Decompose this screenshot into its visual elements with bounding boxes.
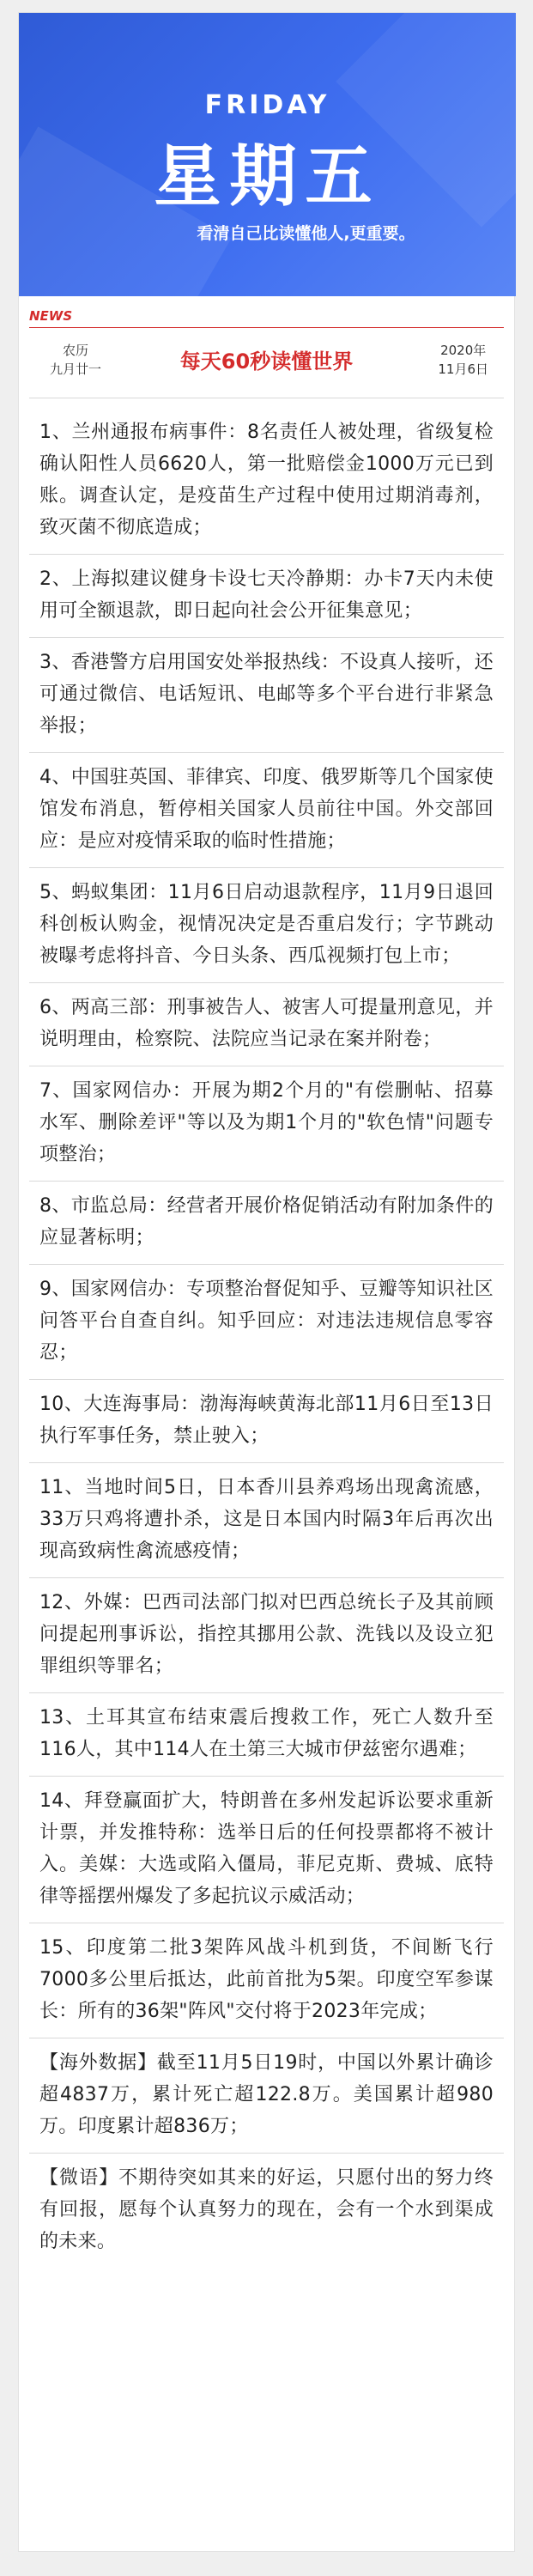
page-title: 每天60秒读懂世界	[179, 349, 354, 374]
date-day: 11月6日	[438, 361, 488, 377]
weekday-english: FRIDAY	[204, 90, 330, 120]
article-page	[18, 12, 515, 2552]
date-year: 2020年	[440, 343, 487, 358]
news-item: 14、拜登赢面扩大，特朗普在多州发起诉讼要求重新计票，并发推特称：选举日后的任何投票都将不被计入。美媒：大选或陷入僵局，菲尼克斯、费城、底特律等摇摆州爆发了多起抗议示威活动；	[29, 1777, 504, 1923]
news-item: 15、印度第二批3架阵风战斗机到货，不间断飞行7000多公里后抵达，此前首批为5架。印度空军参谋长：所有的36架"阵风"交付将于2023年完成；	[29, 1923, 504, 2038]
quote-item: 【微语】不期待突如其来的好运，只愿付出的努力终有回报，愿每个认真努力的现在，会有一个水到渠成的未来。	[39, 2167, 494, 2252]
news-item: 5、蚂蚁集团：11月6日启动退款程序，11月9日退回科创板认购金，视情况决定是否重启发行；字节跳动被曝考虑将抖音、今日头条、西瓜视频打包上市；	[29, 868, 504, 983]
news-item: 4、中国驻英国、菲律宾、印度、俄罗斯等几个国家使馆发布消息，暂停相关国家人员前往中国。外交部回应：是应对疫情采取的临时性措施；	[29, 753, 504, 868]
news-divider	[29, 327, 504, 328]
news-item: 13、土耳其宣布结束震后搜救工作，死亡人数升至116人，其中114人在土第三大城市伊兹密尔遇难；	[29, 1693, 504, 1777]
news-list	[29, 408, 504, 2268]
news-item: 2、上海拟建议健身卡设七天冷静期：办卡7天内未使用可全额退款，即日起向社会公开征集意见；	[29, 555, 504, 638]
news-item: 11、当地时间5日，日本香川县养鸡场出现禽流感，33万只鸡将遭扑杀，这是日本国内时隔3年后再次出现高致病性禽流感疫情；	[29, 1463, 504, 1578]
news-tag: NEWS	[29, 308, 73, 324]
overseas-data-item: 【海外数据】截至11月5日19时，中国以外累计确诊超4837万，累计死亡超122.8万。美国累计超980万。印度累计超836万；	[29, 2038, 504, 2154]
header-banner	[19, 13, 516, 296]
news-item: 12、外媒：巴西司法部门拟对巴西总统长子及其前顾问提起刑事诉讼，指控其挪用公款、洗钱以及设立犯罪组织等罪名；	[29, 1578, 504, 1693]
news-item: 9、国家网信办：专项整治督促知乎、豆瓣等知识社区问答平台自查自纠。知乎回应：对违法违规信息零容忍；	[29, 1265, 504, 1380]
gregorian-date	[438, 341, 488, 379]
news-item: 6、两高三部：刑事被告人、被害人可提量刑意见，并说明理由，检察院、法院应当记录在案并附卷；	[29, 983, 504, 1066]
news-item: 10、大连海事局：渤海海峡黄海北部11月6日至13日执行军事任务，禁止驶入；	[29, 1380, 504, 1463]
lunar-label: 农历	[63, 343, 89, 358]
lunar-value: 九月廿一	[50, 361, 102, 377]
news-item: 1、兰州通报布病事件：8名责任人被处理，省级复检确认阳性人员6620人，第一批赔偿金1000万元已到账。调查认定，是疫苗生产过程中使用过期消毒剂，致灭菌不彻底造成；	[29, 408, 504, 555]
news-item: 7、国家网信办：开展为期2个月的"有偿删帖、招募水军、删除差评"等以及为期1个月的"软色情"问题专项整治；	[29, 1066, 504, 1182]
news-item: 8、市监总局：经营者开展价格促销活动有附加条件的应显著标明；	[29, 1182, 504, 1265]
news-item: 3、香港警方启用国安处举报热线：不设真人接听，还可通过微信、电话短讯、电邮等多个平台进行非紧急举报；	[29, 638, 504, 753]
title-row	[29, 332, 504, 392]
weekday-chinese: 星期五	[154, 138, 381, 216]
banner-slogan: 看清自己比读懂他人,更重要。	[197, 224, 415, 243]
